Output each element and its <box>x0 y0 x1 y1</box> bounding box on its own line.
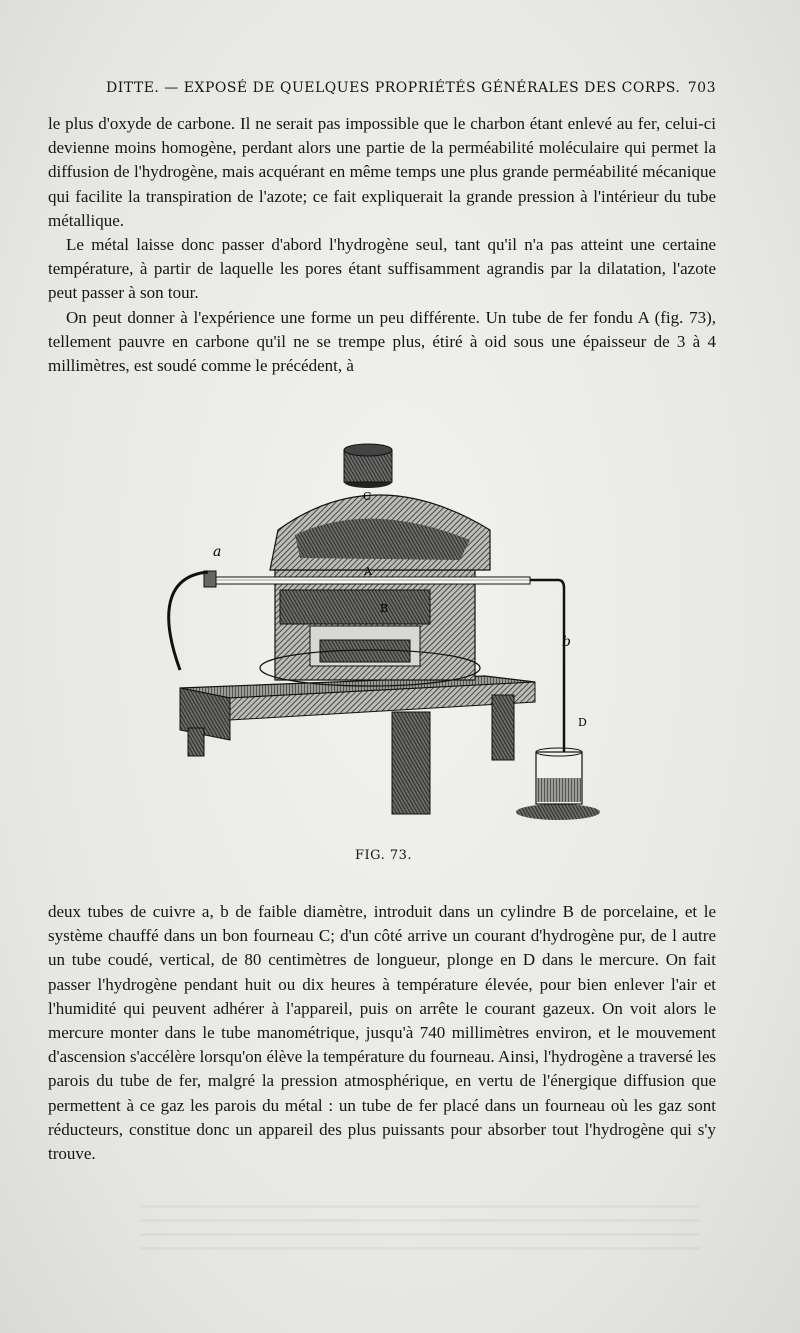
figure-caption: FIG. 73. <box>355 848 413 863</box>
running-head <box>48 80 716 100</box>
paragraph: deux tubes de cuivre a, b de faible diamètre, introduit dans un cylindre B de porcelaine, et le système chauffé dans un bon fourneau C; d'un côté arrive un courant d'hydrogène pur, de l autre un tube coudé, vertical, de 80 centimètres de longueur, plonge en D dans le mercure. On fait passer l'hydrogène pendant huit ou dix heures à température élevée, pour bien enlever l'air et l'humidité qui peuvent adhérer à l'appareil, puis on arrête le courant gazeux. On voit alors le mercure monter dans le tube manométrique, jusqu'à 740 millimètres environ, et le mouvement d'ascension s'accélère lorsqu'on élève la température du fourneau. Ainsi, l'hydrogène a traversé les parois du tube de fer, malgré la pression atmosphérique, en vertu de l'énergique diffusion que permettent à ce gaz les parois du métal : un tube de fer placé dans un fourneau où les gaz sont réducteurs, constitue donc un appareil des plus puissants pour absorber tout l'hydrogène qui s'y trouve. <box>48 902 716 1164</box>
figure-73-furnace-apparatus <box>160 440 630 840</box>
label-a: a <box>213 544 222 560</box>
page-number: 703 <box>687 80 716 96</box>
label-c: C <box>363 490 372 503</box>
furnace <box>260 444 490 686</box>
label-big-b: B <box>380 602 389 615</box>
copper-tube-b <box>530 580 564 768</box>
bleed-through-text <box>140 1205 700 1255</box>
iron-tube-a <box>210 577 530 584</box>
label-d: D <box>578 716 587 729</box>
label-big-a: A <box>364 565 372 578</box>
paragraph: Le métal laisse donc passer d'abord l'hydrogène seul, tant qu'il n'a pas atteint une certaine température, à partir de laquelle les pores étant suffisamment agrandis par la dilatation, l'azote peut passer à son tour. <box>48 235 716 303</box>
running-title: DITTE. — EXPOSÉ DE QUELQUES PROPRIÉTÉS GÉNÉRALES DES CORPS. <box>106 80 681 96</box>
paragraph: On peut donner à l'expérience une forme un peu différente. Un tube de fer fondu A (fig. 73), tellement pauvre en carbone qu'il ne se trempe plus, étiré à oid sous une épaisseur de 3 à 4 millimètres, est soudé comme le précédent, à <box>48 307 716 376</box>
wooden-table <box>180 676 535 814</box>
label-b: b <box>562 634 571 650</box>
text-block-bottom <box>48 900 716 1166</box>
paragraph: le plus d'oxyde de carbone. Il ne serait pas impossible que le charbon étant enlevé au fer, celui-ci devienne moins homogène, perdant alors une partie de la perméabilité moléculaire qui permet la diffusion de l'hydrogène, mais acquérant en même temps une plus grande perméabilité mécanique qui facilite la transpiration de l'azote; ce fait expliquerait la grande pression à l'intérieur du tube métallique. <box>48 114 716 230</box>
text-block-top <box>48 112 716 378</box>
copper-tube-a <box>169 571 216 670</box>
mercury-beaker <box>516 748 600 820</box>
